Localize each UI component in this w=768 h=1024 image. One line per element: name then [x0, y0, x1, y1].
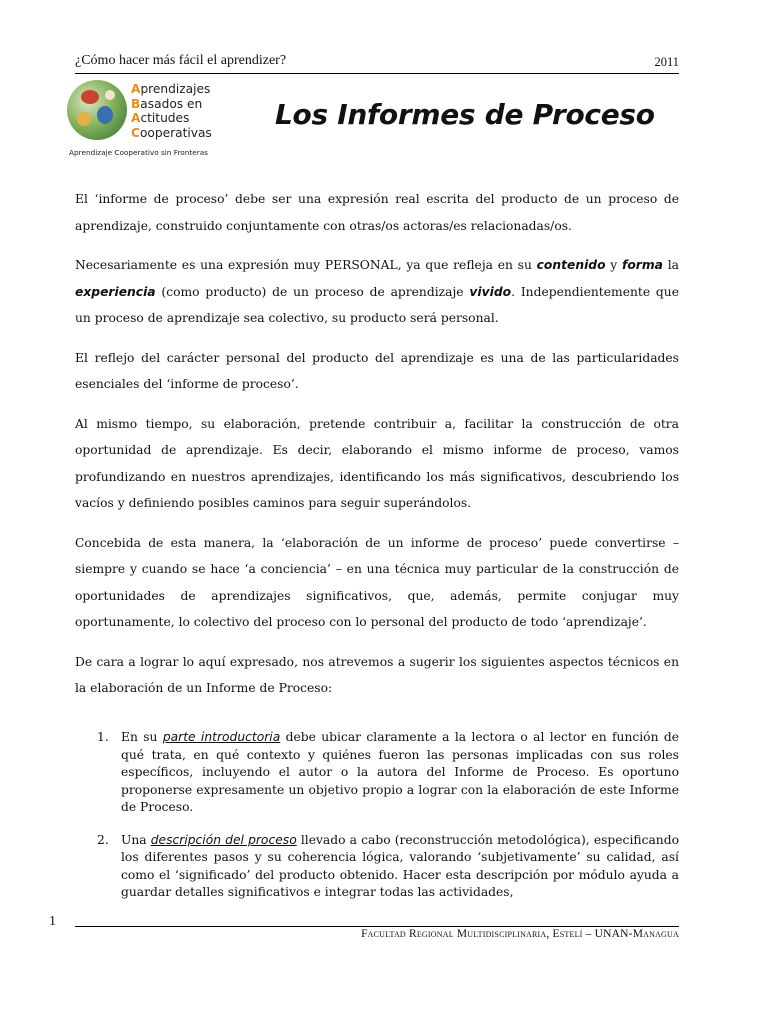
list-term: parte introductoria [162, 730, 281, 744]
document-title: Los Informes de Proceso [275, 98, 655, 131]
paragraph-4: Al mismo tiempo, su elaboración, pretende contribuir a, facilitar la construcción de otra oportunidad de aprendizaje. Es decir, elaborando el mismo informe de proceso, vamos profundizando en nuestros aprendizajes, identificando los más significativos, descubriendo los vacíos y definiendo posibles caminos para seguir superándolos. [75, 416, 679, 510]
logo-tagline: Aprendizaje Cooperativo sin Fronteras [69, 148, 208, 157]
footer-divider [75, 926, 679, 927]
page-number: 1 [49, 914, 56, 929]
emph-forma: forma [622, 258, 663, 272]
body-text [75, 186, 679, 715]
logo-wordmark: Aprendizajes Basados en Actitudes Cooperativas [131, 82, 212, 140]
emph-contenido: contenido [536, 258, 606, 272]
technical-aspects-list [97, 729, 679, 917]
emph-experiencia: experiencia [75, 284, 156, 299]
header-year: 2011 [654, 55, 679, 69]
list-item: 1. En su parte introductoria debe ubicar claramente a la lectora o al lector en función de qué trata, en qué contexto y quiénes fueron las personas implicadas con sus roles específicos, incluyendo el autor o la autora del Informe de Proceso. Es oportuno proponerse expresamente un objetivo propio a lograr con la elaboración de este Informe de Proceso. [97, 730, 679, 814]
paragraph-2: Necesariamente es una expresión muy PERSONAL, ya que refleja en su contenido y forma la experiencia (como producto) de un proceso de aprendizaje vivido. Independientemente que un proceso de aprendizaje sea colectivo, su producto será personal. [75, 258, 679, 325]
emph-vivido: vivido [469, 284, 512, 299]
footer-institution: Facultad Regional Multidisciplinaria, Estelí – UNAN-Managua [361, 928, 679, 940]
list-term: descripción del proceso [150, 832, 297, 847]
page-header [75, 53, 679, 74]
paragraph-3: El reflejo del carácter personal del producto del aprendizaje es una de las particularidades esenciales del ‘informe de proceso’. [75, 350, 679, 391]
list-number: 2. [97, 832, 109, 847]
paragraph-1: El ‘informe de proceso’ debe ser una expresión real escrita del producto de un proceso de aprendizaje, construido conjuntamente con otras/os actoras/es relacionadas/os. [75, 192, 679, 233]
header-question: ¿Cómo hacer más fácil el aprendizer? [75, 53, 287, 68]
list-number: 1. [97, 730, 109, 744]
globe-hands-icon [67, 80, 127, 140]
paragraph-5: Concebida de esta manera, la ‘elaboración de un informe de proceso’ puede convertirse – siempre y cuando se hace ‘a conciencia’ – en una técnica muy particular de la construcción de oportunidades de aprendizajes significativos, que, además, permite conjugar muy oportunamente, lo colectivo del proceso con lo personal del producto de todo ‘aprendizaje’. [75, 535, 679, 629]
paragraph-6: De cara a lograr lo aquí expresado, nos atrevemos a sugerir los siguientes aspectos técnicos en la elaboración de un Informe de Proceso: [75, 654, 679, 695]
list-item: 2. Una descripción del proceso llevado a cabo (reconstrucción metodológica), especificando los diferentes pasos y su coherencia lógica, valorando ‘subjetivamente’ su calidad, así como el ‘significado’ del producto obtenido. Hacer esta descripción por módulo ayuda a guardar detalles significativos e integrar todas las actividades, [97, 832, 679, 899]
abac-logo [67, 78, 232, 162]
